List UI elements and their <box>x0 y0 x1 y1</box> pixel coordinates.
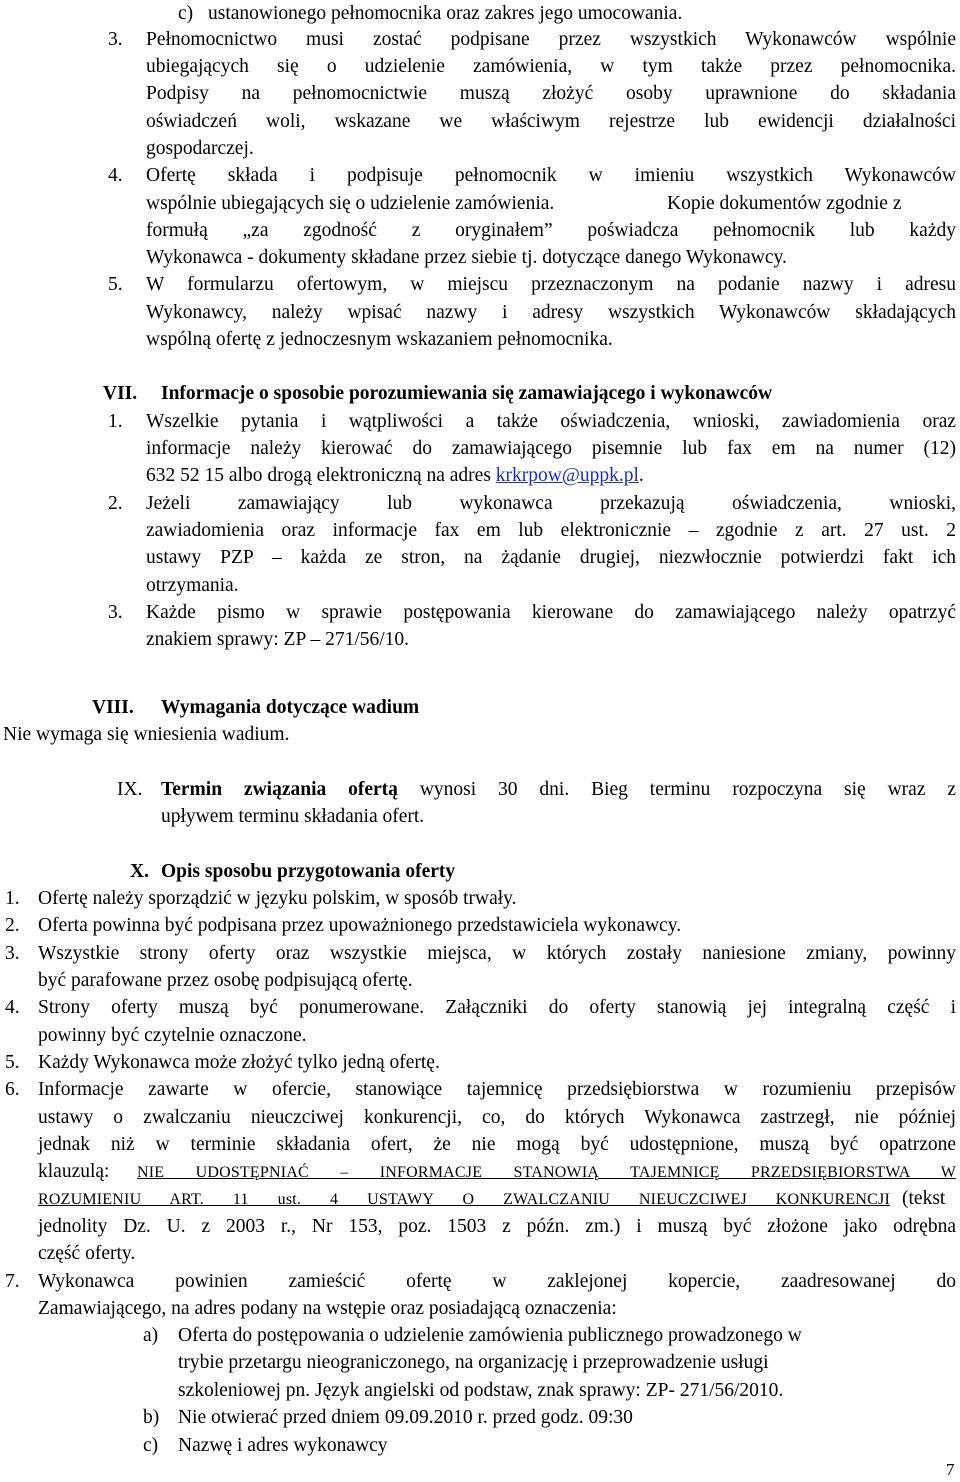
text-line: szkoleniowej pn. Język angielski od podstaw, znak sprawy: ZP- 271/56/2010. <box>178 1380 784 1401</box>
page-number: 7 <box>946 1460 955 1479</box>
text-line <box>161 779 956 801</box>
text-line: wspólnie ubiegających się o udzielenie zamówienia. <box>146 193 555 214</box>
text-line <box>146 465 644 487</box>
text-line: Każde pismo w sprawie postępowania kierowane do zamawiającego należy opatrzyć <box>146 602 956 623</box>
text-line: informacje należy kierować do zamawiającego pisemnie lub fax em na numer (12) <box>146 438 956 459</box>
text-line: Nazwę i adres wykonawcy <box>178 1435 388 1456</box>
text-line: Wszelkie pytania i wątpliwości a także oświadczenia, wnioski, zawiadomienia oraz <box>146 411 956 432</box>
text-line: Strony oferty muszą być ponumerowane. Załączniki do oferty stanowią jej integralną część i <box>38 997 956 1018</box>
text-line: ustawy PZP – każda ze stron, na żądanie drugiej, niezwłocznie potwierdzi fakt ich <box>146 547 956 568</box>
list-number: 4. <box>5 997 20 1018</box>
text-line: Oferta do postępowania o udzielenie zamówienia publicznego prowadzonego w <box>178 1325 802 1346</box>
text-line: Informacje zawarte w ofercie, stanowiące tajemnicę przedsiębiorstwa w rozumieniu przepisów <box>38 1079 956 1100</box>
section-title-x: Opis sposobu przygotowania oferty <box>161 861 456 882</box>
text-line: klauzulą: <box>38 1161 110 1182</box>
text-line: zawiadomienia oraz informacje fax em lub elektronicznie – zgodnie z art. 27 ust. 2 <box>146 520 956 541</box>
list-number: 6. <box>5 1079 20 1100</box>
text-line: ustanowionego pełnomocnika oraz zakres jego umocowania. <box>208 3 683 24</box>
list-number: 5. <box>108 274 123 295</box>
section-title-ix: Termin związania ofertą <box>161 779 398 800</box>
text-line: otrzymania. <box>146 575 239 596</box>
list-label-c: c) <box>178 3 194 24</box>
text-line: Wszystkie strony oferty oraz wszystkie miejsca, w których zostały naniesione zmiany, powinny <box>38 943 956 964</box>
text-fragment: . <box>638 465 644 486</box>
text-line: Kopie dokumentów zgodnie z <box>667 193 902 214</box>
list-number: 7. <box>5 1271 20 1292</box>
text-line: Zamawiającego, na adres podany na wstępie oraz posiadającą oznaczenia: <box>38 1298 617 1319</box>
text-line: formułą „za zgodność z oryginałem” poświadcza pełnomocnik lub każdy <box>146 220 956 241</box>
text-line: Każdy Wykonawca może złożyć tylko jedną ofertę. <box>38 1052 440 1073</box>
text-line: Nie wymaga się wniesienia wadium. <box>3 724 290 745</box>
text-line: Pełnomocnictwo musi zostać podpisane przez wszystkich Wykonawców wspólnie <box>146 29 956 50</box>
text-line: Podpisy na pełnomocnictwie muszą złożyć osoby uprawnione do składania <box>146 83 956 104</box>
clause-text: ROZUMIENIU ART. 11 ust. 4 USTAWY O ZWALCZANIU NIEUCZCIWEJ KONKURENCJI <box>38 1191 890 1208</box>
text-line: ubiegających się o udzielenie zamówienia, w tym także przez pełnomocnika. <box>146 56 956 77</box>
list-label-a: a) <box>143 1325 159 1346</box>
text-fragment: 632 52 15 albo drogą elektroniczną na adres <box>146 465 491 486</box>
text-line: Wykonawca powinien zamieścić ofertę w zaklejonej kopercie, zaadresowanej do <box>38 1271 956 1292</box>
list-number: 3. <box>108 29 123 50</box>
text-line: znakiem sprawy: ZP – 271/56/10. <box>146 629 410 650</box>
list-number: 2. <box>108 493 123 514</box>
text-line: upływem terminu składania ofert. <box>161 806 425 827</box>
text-line: być parafowane przez osobę podpisującą ofertę. <box>38 970 413 991</box>
section-number-x: X. <box>130 861 149 882</box>
text-line: Ofertę należy sporządzić w języku polskim, w sposób trwały. <box>38 888 517 909</box>
text-line: Wykonawca - dokumenty składane przez siebie tj. dotyczące danego Wykonawcy. <box>146 247 787 268</box>
list-label-c: c) <box>143 1435 159 1456</box>
text-line: Wykonawcy, należy wpisać nazwy i adresy wszystkich Wykonawców składających <box>146 302 956 323</box>
text-line: powinny być czytelnie oznaczone. <box>38 1025 307 1046</box>
list-number: 5. <box>5 1052 20 1073</box>
text-line: trybie przetargu nieograniczonego, na organizację i przeprowadzenie usługi <box>178 1352 769 1373</box>
list-number: 1. <box>5 888 20 909</box>
text-line: jednolity Dz. U. z 2003 r., Nr 153, poz. 1503 z późn. zm.) i muszą być złożone jako odrębna <box>38 1216 956 1237</box>
text-line: wspólną ofertę z jednoczesnym wskazaniem pełnomocnika. <box>146 329 613 350</box>
text-line: Oferta powinna być podpisana przez upoważnionego przedstawiciela wykonawcy. <box>38 915 682 936</box>
text-line: Jeżeli zamawiający lub wykonawca przekazują oświadczenia, wnioski, <box>146 493 956 514</box>
section-title-viii: Wymagania dotyczące wadium <box>161 697 420 718</box>
text-line: Nie otwierać przed dniem 09.09.2010 r. przed godz. 09:30 <box>178 1407 633 1428</box>
text-fragment: wynosi 30 dni. Bieg terminu rozpoczyna się wraz z <box>419 779 957 800</box>
list-number: 1. <box>108 411 123 432</box>
list-number: 3. <box>108 602 123 623</box>
text-line: Ofertę składa i podpisuje pełnomocnik w imieniu wszystkich Wykonawców <box>146 165 956 186</box>
section-number-vii: VII. <box>103 383 138 404</box>
text-fragment: (tekst <box>902 1188 946 1209</box>
list-number: 2. <box>5 915 20 936</box>
section-number-viii: VIII. <box>92 697 134 718</box>
section-title-vii: Informacje o sposobie porozumiewania się zamawiającego i wykonawców <box>161 383 773 404</box>
text-line: ustawy o zwalczaniu nieuczciwej konkurencji, co, do których Wykonawca zastrzegł, nie później <box>38 1107 956 1128</box>
text-line: gospodarczej. <box>146 138 254 159</box>
text-line: oświadczeń woli, wskazane we właściwym rejestrze lub ewidencji działalności <box>146 111 956 132</box>
text-line: część oferty. <box>38 1243 136 1264</box>
email-link[interactable]: krkrpow@uppk.pl <box>495 465 639 486</box>
text-line: W formularzu ofertowym, w miejscu przeznaczonym na podanie nazwy i adresu <box>146 274 956 295</box>
list-label-b: b) <box>143 1407 160 1428</box>
clause-text: NIE UDOSTĘPNIAĆ – INFORMACJE STANOWIĄ TAJEMNICĘ PRZEDSIĘBIORSTWA W <box>137 1164 956 1181</box>
list-number: 3. <box>5 943 20 964</box>
text-line: jednak niż w terminie składania ofert, że nie mogą być udostępnione, muszą być opatrzone <box>38 1134 956 1155</box>
section-number-ix: IX. <box>117 779 143 800</box>
list-number: 4. <box>108 165 123 186</box>
